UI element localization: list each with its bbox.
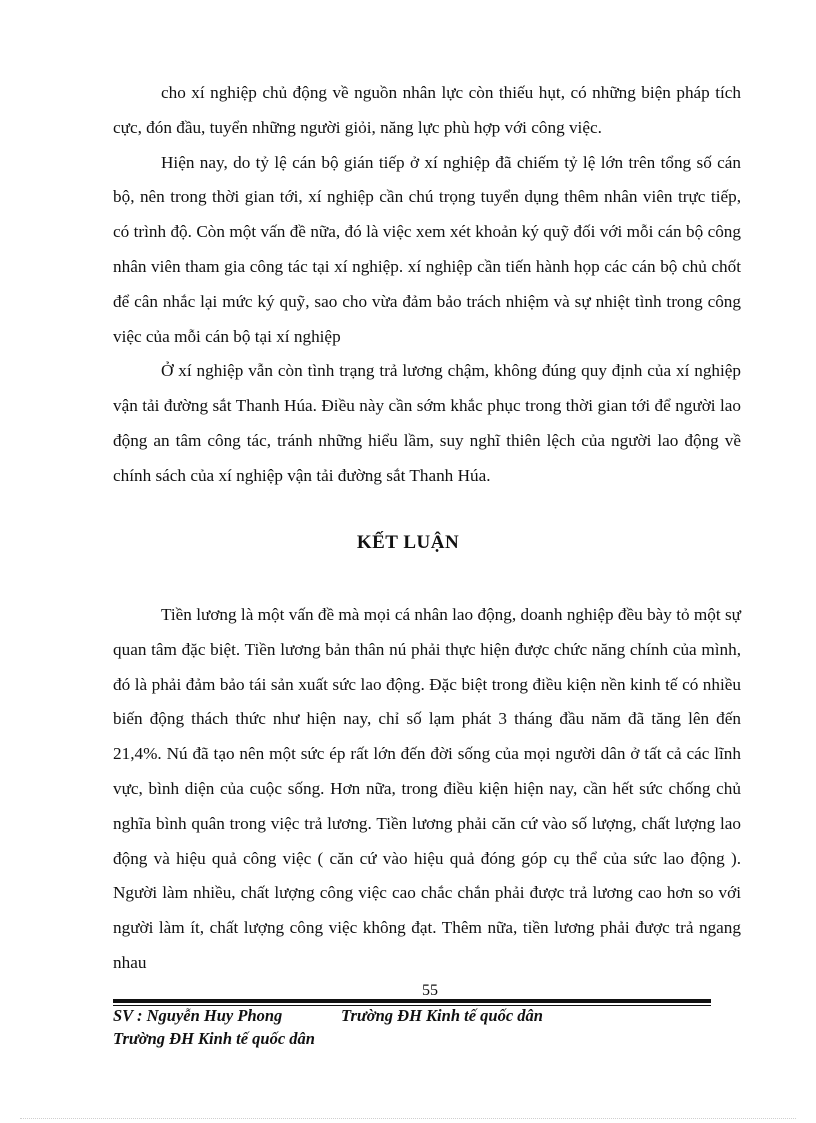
footer-line-1 <box>113 1006 543 1026</box>
section-heading: KẾT LUẬN <box>356 532 460 553</box>
paragraph-2: Hiện nay, do tỷ lệ cán bộ gián tiếp ở xí nghiệp đã chiếm tỷ lệ lớn trên tổng số cán bộ, nên trong thời gian tới, xí nghiệp cần chú trọng tuyển dụng thêm nhân viên trực tiếp, có trình độ. Còn một vấn đề nữa, đó là việc xem xét khoản ký quỹ đối với mỗi cán bộ công nhân viên tham gia công tác tại xí nghiệp. xí nghiệp cần tiến hành họp các cán bộ chủ chốt để cân nhắc lại mức ký quỹ, sao cho vừa đảm bảo trách nhiệm và sự nhiệt tình trong công việc của mỗi cán bộ tại xí nghiệp <box>113 152 741 346</box>
paragraph-3: Ở xí nghiệp vẫn còn tình trạng trả lương chậm, không đúng quy định của xí nghiệp vận tải đường sắt Thanh Húa. Điều này cần sớm khắc phục trong thời gian tới để người lao động an tâm công tác, tránh những hiểu lầm, suy nghĩ thiên lệch của người lao động về chính sách của xí nghiệp vận tải đường sắt Thanh Húa. <box>113 361 741 485</box>
page-bottom-border <box>20 1118 796 1119</box>
footer-student: SV : Nguyễn Huy Phong <box>113 1006 283 1025</box>
footer-school: Trường ĐH Kinh tế quốc dân <box>341 1006 543 1025</box>
page-number: 55 <box>422 982 438 999</box>
conclusion-paragraph: Tiền lương là một vấn đề mà mọi cá nhân lao động, doanh nghiệp đều bày tỏ một sự quan tâm đặc biệt. Tiền lương bản thân nú phải thực hiện được chức năng chính của mình, đó là phải đảm bảo tái sản xuất sức lao động. Đặc biệt trong điều kiện nền kinh tế có nhiều biến động thách thức như hiện nay, chỉ số lạm phát 3 tháng đầu năm đã tăng lên đến 21,4%. Nú đã tạo nên một sức ép rất lớn đến đời sống của mọi người dân ở tất cả các lĩnh vực, bình diện của cuộc sống. Hơn nữa, trong điều kiện hiện nay, cần hết sức chống chủ nghĩa bình quân trong việc trả lương. Tiền lương phải căn cứ vào số lượng, chất lượng lao động và hiệu quả công việc ( căn cứ vào hiệu quả đóng góp cụ thể của sức lao động ). Người làm nhiều, chất lượng công việc cao chắc chắn phải được trả lương cao hơn so với người làm ít, chất lượng công việc không đạt. Thêm nữa, tiền lương phải được trả ngang nhau <box>113 605 741 972</box>
footer-rule <box>113 999 711 1003</box>
conclusion-text <box>113 598 741 981</box>
paragraph-1: cho xí nghiệp chủ động về nguồn nhân lực còn thiếu hụt, có những biện pháp tích cực, đón đầu, tuyển những người giỏi, năng lực phù hợp với công việc. <box>113 83 741 137</box>
body-text <box>113 76 741 494</box>
footer-line-2 <box>113 1029 315 1049</box>
footer-school-line2: Trường ĐH Kinh tế quốc dân <box>113 1029 315 1048</box>
